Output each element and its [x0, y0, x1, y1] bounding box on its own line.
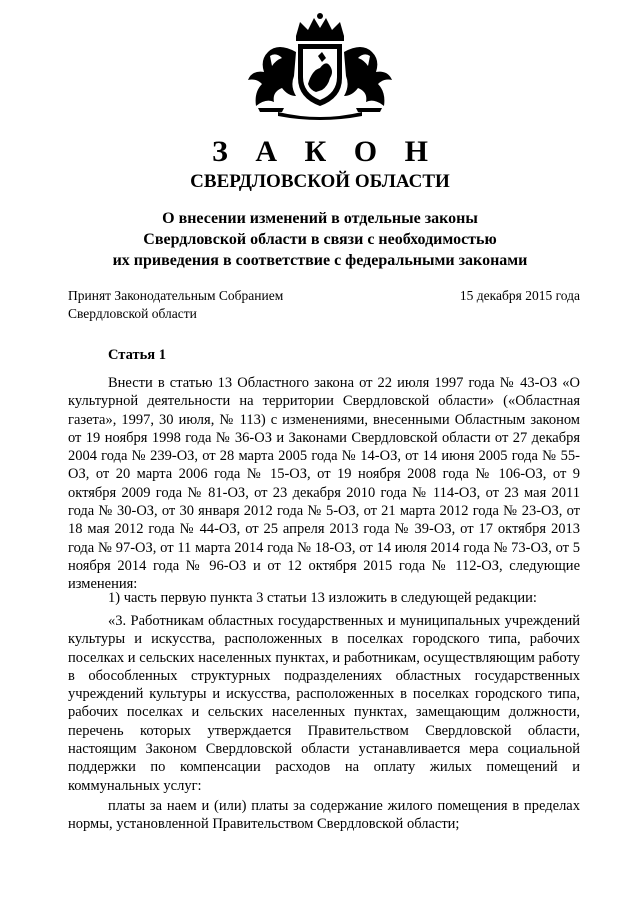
article-paragraph: 1) часть первую пункта 3 статьи 13 изложить в следующей редакции: [108, 590, 537, 606]
article-body [68, 797, 580, 834]
article-paragraph: платы за наем и (или) платы за содержание жилого помещения в пределах нормы, установленной Правительством Свердловской области; [68, 798, 580, 833]
law-subject-heading [40, 208, 600, 271]
article-paragraph: Внести в статью 13 Областного закона от 22 июля 1997 года № 43-ОЗ «О культурной деятельности на территории Свердловской области» («Областная газета», 1997, 30 июля, № 113) с изменениями, внесенными Областным законом от 19 ноября 1998 года № 36-ОЗ и Законами Свердловской области от 27 декабря 2004 года № 239-ОЗ, от 28 марта 2005 года № 14-ОЗ, от 14 июня 2005 года № 55-ОЗ, от 20 марта 2006 года № 15-ОЗ, от 19 ноября 2008 года № 106-ОЗ, от 9 октября 2009 года № 81-ОЗ, от 23 декабря 2010 года № 114-ОЗ, от 23 мая 2011 года № 30-ОЗ, от 30 января 2012 года № 5-ОЗ, от 21 марта 2012 года № 23-ОЗ, от 18 мая 2012 года № 44-ОЗ, от 25 апреля 2013 года № 39-ОЗ, от 17 октября 2013 года № 97-ОЗ, от 11 марта 2014 года № 18-ОЗ, от 14 июля 2014 года № 73-ОЗ, от 5 ноября 2014 года № 96-ОЗ и от 12 октября 2015 года № 112-ОЗ, следующие изменения: [68, 375, 580, 593]
subject-line: О внесении изменений в отдельные законы [162, 210, 478, 227]
article-body [68, 374, 580, 594]
adoption-line: Принят Законодательным Собранием [68, 288, 284, 303]
adoption-line: Свердловской области [68, 306, 197, 321]
document-type-title: З А К О Н [212, 135, 438, 168]
subject-line: их приведения в соответствие с федеральными законами [112, 252, 528, 269]
article-paragraph: «3. Работникам областных государственных и муниципальных учреждений культуры и искусства, расположенных в поселках городского типа, рабочих поселках и сельских населенных пунктах, и работникам, осуществляющим работу в обособленных структурных подразделениях областных государственных учреждений культуры и искусства, расположенных в поселках городского типа, рабочих поселках и сельских населенных пунктах, замещающим должности, перечень которых утверждается Правительством Свердловской области, настоящим Законом Свердловской области устанавливается мера социальной поддержки по компенсации расходов на оплату жилых помещений и коммунальных услуг: [68, 613, 580, 794]
article-body [68, 589, 580, 607]
adoption-body [68, 287, 368, 323]
article-heading: Статья 1 [108, 347, 166, 363]
subject-line: Свердловской области в связи с необходимостью [143, 231, 497, 248]
article-body [68, 612, 580, 795]
region-title: СВЕРДЛОВСКОЙ ОБЛАСТИ [190, 171, 450, 192]
adoption-date: 15 декабря 2015 года [459, 288, 580, 303]
coat-of-arms-emblem [238, 12, 402, 120]
